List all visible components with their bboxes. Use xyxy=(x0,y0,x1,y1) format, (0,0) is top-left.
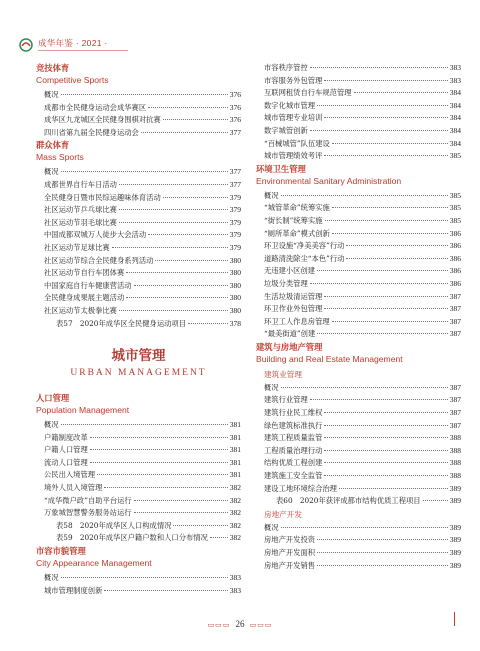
toc-entry[interactable] xyxy=(36,179,241,192)
leader-dots xyxy=(317,539,448,540)
entry-title: 建筑行业管理 xyxy=(264,395,308,405)
entry-title: 成都世界自行车日活动 xyxy=(44,179,117,189)
entry-title: 全民健身成果展主题活动 xyxy=(44,293,125,303)
toc-entry[interactable] xyxy=(36,255,241,268)
entry-page: 379 xyxy=(229,230,241,240)
entry-title: 城市管理制度创新 xyxy=(44,585,103,595)
toc-entry[interactable] xyxy=(256,394,461,407)
page-number: 26 xyxy=(235,619,245,629)
entry-title: 流动人口管理 xyxy=(44,457,88,467)
section-heading-zh: 人口管理 xyxy=(36,393,70,404)
toc-entry[interactable] xyxy=(256,75,461,88)
entry-title: 环卫设施“净美美容”行动 xyxy=(264,241,345,251)
entry-title: 表60 2020年获评成都市结构优质工程项目 xyxy=(276,496,421,506)
leader-dots xyxy=(188,323,228,324)
entry-page: 388 xyxy=(449,433,461,443)
entry-title: 成华区九龙城区全民健身围棋对抗赛 xyxy=(44,115,161,125)
entry-page: 381 xyxy=(229,432,241,442)
entry-page: 379 xyxy=(229,192,241,202)
entry-page: 387 xyxy=(449,382,461,392)
entry-page: 385 xyxy=(449,190,461,200)
entry-title: “城管革命”统筹实施 xyxy=(264,203,330,213)
toc-entry[interactable] xyxy=(256,470,461,483)
entry-title: “成华微户政”自助平台运行 xyxy=(44,495,132,505)
toc-entry[interactable] xyxy=(36,432,241,445)
toc-entry[interactable] xyxy=(256,265,461,278)
part-heading-en: URBAN MANAGEMENT xyxy=(70,368,207,379)
entry-page: 386 xyxy=(449,228,461,238)
entry-page: 384 xyxy=(449,138,461,148)
leader-dots xyxy=(119,209,228,210)
entry-title: 房地产开发销售 xyxy=(264,560,316,570)
entry-page: 389 xyxy=(449,560,461,570)
entry-title: 户籍人口管理 xyxy=(44,445,88,455)
entry-page: 380 xyxy=(229,268,241,278)
entry-title: 户籍制度改革 xyxy=(44,432,88,442)
toc-entry[interactable] xyxy=(256,125,461,138)
footer-ornament-left: ▭▭▭ xyxy=(207,621,231,629)
section-heading-en: Competitive Sports xyxy=(36,75,109,85)
entry-title: 市容服务外包管理 xyxy=(264,75,323,85)
toc-entry[interactable] xyxy=(36,585,241,598)
leader-dots xyxy=(281,387,448,388)
entry-title: “最美街道”创建 xyxy=(264,329,316,339)
entry-page: 377 xyxy=(229,127,241,137)
toc-entry[interactable] xyxy=(36,267,241,280)
entry-page: 388 xyxy=(449,458,461,468)
leader-dots xyxy=(281,527,448,528)
entry-page: 389 xyxy=(449,483,461,493)
entry-page: 387 xyxy=(449,304,461,314)
toc-entry[interactable] xyxy=(256,407,461,420)
section-heading-en: Building and Real Estate Management xyxy=(256,353,403,364)
entry-title: 建筑行业民工维权 xyxy=(264,408,323,418)
entry-title: 概况 xyxy=(44,420,59,430)
section-heading-zh: 市容市貌管理 xyxy=(36,546,86,557)
entry-page: 384 xyxy=(449,100,461,110)
toc-entry[interactable] xyxy=(36,482,241,495)
toc-entry[interactable] xyxy=(36,114,241,127)
leader-dots xyxy=(324,450,447,451)
left-column xyxy=(36,62,241,597)
entry-title: 城市管理专业培训 xyxy=(264,113,323,123)
leader-dots xyxy=(354,92,448,93)
leader-dots xyxy=(346,258,447,259)
toc-entry[interactable] xyxy=(36,102,241,115)
section-heading-en: Population Management xyxy=(36,405,130,416)
entry-title: 表59 2020年成华区户籍户数和人口分布情况 xyxy=(56,533,208,543)
entry-page: 379 xyxy=(229,205,241,215)
entry-page: 386 xyxy=(449,253,461,263)
toc-entry[interactable] xyxy=(256,382,461,395)
leader-dots xyxy=(339,488,448,489)
toc-entry[interactable] xyxy=(256,303,461,316)
entry-page: 380 xyxy=(229,305,241,315)
entry-title: 绿色建筑标准执行 xyxy=(264,420,323,430)
toc-entry[interactable] xyxy=(256,534,461,547)
entry-title: 公民出入境管理 xyxy=(44,470,96,480)
leader-dots xyxy=(317,565,448,566)
entry-title: 社区运动节足球比赛 xyxy=(44,242,110,252)
toc-entry[interactable] xyxy=(36,469,241,482)
entry-page: 389 xyxy=(449,548,461,557)
toc-entry[interactable] xyxy=(36,305,241,318)
entry-title: 概况 xyxy=(264,522,279,532)
leader-dots xyxy=(423,500,448,501)
leader-dots xyxy=(90,449,228,450)
entry-title: 道路清洗除尘“本色”行动 xyxy=(264,253,345,263)
leader-dots xyxy=(163,119,228,120)
entry-page: 383 xyxy=(449,63,461,72)
toc-entry[interactable] xyxy=(36,242,241,255)
entry-title: 无违建小区创建 xyxy=(264,266,316,276)
entry-title: 工程质量治理行动 xyxy=(264,445,323,455)
leader-dots xyxy=(332,143,448,144)
entry-title: 结构优质工程创建 xyxy=(264,458,323,468)
entry-page: 381 xyxy=(229,420,241,430)
leader-dots xyxy=(163,197,228,198)
toc-entry[interactable] xyxy=(36,204,241,217)
entry-page: 384 xyxy=(449,113,461,123)
leader-dots xyxy=(324,475,447,476)
leader-dots xyxy=(90,462,228,463)
entry-title: 房地产开发投资 xyxy=(264,535,316,545)
toc-entry[interactable] xyxy=(256,228,461,241)
entry-title: 社区运动节太极拳比赛 xyxy=(44,305,117,315)
entry-title: 四川省第九届全民健身运动会 xyxy=(44,127,139,137)
toc-entry[interactable] xyxy=(36,280,241,293)
footer-marker xyxy=(454,612,456,626)
part-heading xyxy=(36,346,241,380)
leader-dots xyxy=(324,437,447,438)
footer-ornament-right: ▭▭▭ xyxy=(249,621,273,629)
entry-title: 成都市全民健身运动会成华赛区 xyxy=(44,102,147,112)
leader-dots xyxy=(325,220,448,221)
toc-entry[interactable] xyxy=(36,572,241,585)
leader-dots xyxy=(155,260,227,261)
leader-dots xyxy=(61,94,228,95)
section-heading-zh: 竞技体育 xyxy=(36,63,70,73)
entry-page: 379 xyxy=(229,217,241,227)
toc-entry[interactable] xyxy=(256,522,461,535)
leader-dots xyxy=(61,171,228,172)
entry-page: 382 xyxy=(229,508,241,518)
leader-dots xyxy=(324,412,447,413)
leader-dots xyxy=(119,222,228,223)
toc-table-entry[interactable] xyxy=(36,532,241,545)
toc-entry[interactable] xyxy=(256,240,461,253)
toc-entry[interactable] xyxy=(256,87,461,100)
entry-title: 建设工地环境综合治理 xyxy=(264,483,337,493)
leader-dots xyxy=(126,272,227,273)
entry-page: 384 xyxy=(449,125,461,135)
leader-dots xyxy=(104,487,227,488)
toc-entry[interactable] xyxy=(256,328,461,341)
entry-page: 387 xyxy=(449,329,461,339)
leader-dots xyxy=(281,195,448,196)
leader-dots xyxy=(324,462,447,463)
leader-dots xyxy=(119,184,228,185)
toc-table-entry[interactable] xyxy=(36,520,241,533)
leader-dots xyxy=(134,500,228,501)
entry-title: 环卫工人作息房管理 xyxy=(264,316,330,326)
toc-entry[interactable] xyxy=(256,547,461,560)
toc-entry[interactable] xyxy=(36,217,241,230)
yearbook-logo-icon xyxy=(18,38,34,52)
section-heading-zh: 群众体育 xyxy=(36,140,70,151)
toc-entry[interactable] xyxy=(256,150,461,163)
leader-dots xyxy=(324,425,447,426)
toc-table-entry[interactable] xyxy=(256,495,461,508)
leader-dots xyxy=(324,155,447,156)
entry-title: 环卫作业外包管理 xyxy=(264,304,323,314)
entry-title: 概况 xyxy=(44,167,59,177)
entry-page: 385 xyxy=(449,215,461,225)
entry-page: 386 xyxy=(449,266,461,276)
toc-entry[interactable] xyxy=(256,291,461,304)
entry-title: 社区运动节综合全民健身系列活动 xyxy=(44,255,154,265)
toc-entry[interactable] xyxy=(256,190,461,203)
entry-title: 垃圾分类管理 xyxy=(264,278,308,288)
entry-title: 社区运动节羽毛球比赛 xyxy=(44,217,117,227)
toc-entry[interactable] xyxy=(256,445,461,458)
page-header xyxy=(0,0,480,48)
toc-entry[interactable] xyxy=(256,278,461,291)
toc-entry[interactable] xyxy=(36,292,241,305)
entry-page: 376 xyxy=(229,102,241,112)
subsection-heading: 房地产开发 xyxy=(264,509,302,519)
leader-dots xyxy=(324,296,447,297)
leader-dots xyxy=(324,80,447,81)
entry-page: 387 xyxy=(449,291,461,301)
leader-dots xyxy=(317,270,448,271)
section-heading-en: Environmental Sanitary Administration xyxy=(256,175,402,186)
toc-entry[interactable] xyxy=(256,253,461,266)
entry-page: 387 xyxy=(449,420,461,430)
entry-title: 互联网租赁自行车规范管理 xyxy=(264,88,352,98)
toc-entry[interactable] xyxy=(256,112,461,125)
entry-title: 生活垃圾清运管理 xyxy=(264,291,323,301)
leader-dots xyxy=(332,233,448,234)
toc-entry[interactable] xyxy=(256,215,461,228)
leader-dots xyxy=(310,67,448,68)
toc-entry[interactable] xyxy=(256,432,461,445)
leader-dots xyxy=(119,310,228,311)
entry-page: 378 xyxy=(229,318,241,328)
part-heading-zh: 城市管理 xyxy=(111,348,166,365)
toc-entry[interactable] xyxy=(256,138,461,151)
toc-entry[interactable] xyxy=(36,229,241,242)
leader-dots xyxy=(346,245,447,246)
leader-dots xyxy=(310,399,448,400)
leader-dots xyxy=(61,424,228,425)
leader-dots xyxy=(324,308,447,309)
entry-title: 表57 2020年成华区全民健身运动项目 xyxy=(56,318,187,328)
entry-title: 概况 xyxy=(264,190,279,200)
leader-dots xyxy=(310,283,448,284)
entry-page: 381 xyxy=(229,470,241,480)
entry-page: 376 xyxy=(229,90,241,99)
header-rule xyxy=(38,50,128,51)
entry-title: “厕所革命”模式创新 xyxy=(264,228,330,238)
leader-dots xyxy=(134,285,228,286)
toc-entry[interactable] xyxy=(256,483,461,496)
entry-page: 380 xyxy=(229,255,241,265)
entry-page: 385 xyxy=(449,203,461,213)
entry-title: 万象城智慧警务服务站运行 xyxy=(44,508,132,518)
entry-title: 社区运动节自行车团体赛 xyxy=(44,268,125,278)
leader-dots xyxy=(97,474,228,475)
leader-dots xyxy=(317,333,448,334)
section-heading-zh: 环境卫生管理 xyxy=(256,163,306,174)
entry-title: 全民健身日暨市民综运趣味体育活动 xyxy=(44,192,161,202)
entry-page: 381 xyxy=(229,445,241,455)
page-footer xyxy=(0,612,480,631)
entry-page: 382 xyxy=(229,520,241,530)
toc-entry[interactable] xyxy=(256,560,461,573)
entry-page: 377 xyxy=(229,167,241,177)
toc-entry[interactable] xyxy=(256,202,461,215)
toc-entry[interactable] xyxy=(256,62,461,75)
leader-dots xyxy=(134,512,228,513)
entry-page: 389 xyxy=(449,535,461,545)
entry-page: 376 xyxy=(229,115,241,125)
entry-title: 中国家庭自行车健康营活动 xyxy=(44,280,132,290)
yearbook-title: 成华年鉴 · 2021 · xyxy=(38,38,108,48)
leader-dots xyxy=(148,234,228,235)
leader-dots xyxy=(104,590,227,591)
entry-title: 建筑施工安全监管 xyxy=(264,471,323,481)
entry-page: 389 xyxy=(449,496,461,506)
toc-entry[interactable] xyxy=(256,316,461,329)
entry-title: 城市管理绩效考评 xyxy=(264,151,323,161)
entry-page: 386 xyxy=(449,241,461,251)
entry-page: 385 xyxy=(449,151,461,161)
leader-dots xyxy=(61,577,228,578)
toc-entry[interactable] xyxy=(36,166,241,179)
leader-dots xyxy=(317,105,448,106)
entry-title: 概况 xyxy=(44,90,59,99)
toc-entry[interactable] xyxy=(36,192,241,205)
entry-page: 382 xyxy=(229,495,241,505)
leader-dots xyxy=(90,437,228,438)
leader-dots xyxy=(112,247,228,248)
leader-dots xyxy=(332,321,448,322)
leader-dots xyxy=(310,130,448,131)
toc-entry[interactable] xyxy=(36,457,241,470)
toc-entry[interactable] xyxy=(36,89,241,102)
subsection-heading: 建筑业管理 xyxy=(264,369,302,379)
leader-dots xyxy=(173,525,227,526)
toc-entry[interactable] xyxy=(36,495,241,508)
toc-table-entry[interactable] xyxy=(36,318,241,331)
entry-page: 387 xyxy=(449,316,461,326)
entry-page: 383 xyxy=(229,585,241,595)
entry-page: 381 xyxy=(229,457,241,467)
entry-page: 384 xyxy=(449,88,461,98)
entry-page: 383 xyxy=(229,573,241,583)
toc-entry[interactable] xyxy=(256,457,461,470)
section-heading-zh: 建筑与房地产管理 xyxy=(256,341,323,352)
entry-title: “街长制”统筹实施 xyxy=(264,215,323,225)
entry-page: 386 xyxy=(449,278,461,288)
leader-dots xyxy=(332,207,448,208)
toc-entry[interactable] xyxy=(36,127,241,140)
entry-page: 380 xyxy=(229,293,241,303)
entry-title: 概况 xyxy=(264,382,279,392)
toc-entry[interactable] xyxy=(256,100,461,113)
entry-page: 382 xyxy=(229,483,241,493)
entry-page: 389 xyxy=(449,522,461,532)
toc-entry[interactable] xyxy=(36,444,241,457)
entry-title: 社区运动节乒乓球比赛 xyxy=(44,205,117,215)
entry-page: 387 xyxy=(449,408,461,418)
entry-title: 数字化城市管理 xyxy=(264,100,316,110)
entry-page: 388 xyxy=(449,471,461,481)
entry-title: 市容秩序管控 xyxy=(264,63,308,72)
entry-title: 房地产开发面积 xyxy=(264,548,316,557)
entry-page: 380 xyxy=(229,280,241,290)
entry-title: 概况 xyxy=(44,573,59,583)
toc-entry[interactable] xyxy=(256,420,461,433)
toc-entry[interactable] xyxy=(36,507,241,520)
leader-dots xyxy=(324,117,447,118)
entry-title: 中国成都双城万人徒步大会活动 xyxy=(44,230,147,240)
section-heading-en: Mass Sports xyxy=(36,152,84,163)
leader-dots xyxy=(317,552,448,553)
leader-dots xyxy=(148,107,228,108)
entry-page: 382 xyxy=(229,533,241,543)
entry-title: “百械城管”队伍建设 xyxy=(264,138,330,148)
entry-page: 377 xyxy=(229,179,241,189)
toc-entry[interactable] xyxy=(36,419,241,432)
entry-page: 379 xyxy=(229,242,241,252)
leader-dots xyxy=(126,297,227,298)
entry-page: 388 xyxy=(449,445,461,455)
leader-dots xyxy=(141,132,228,133)
entry-title: 境外人员入境管理 xyxy=(44,483,103,493)
entry-title: 数字城管创新 xyxy=(264,125,308,135)
entry-title: 表58 2020年成华区人口构成情况 xyxy=(56,520,172,530)
entry-title: 建筑工程质量监管 xyxy=(264,433,323,443)
leader-dots xyxy=(210,537,228,538)
section-heading-en: City Appearance Management xyxy=(36,558,152,569)
right-column xyxy=(256,62,461,572)
entry-page: 383 xyxy=(449,75,461,85)
entry-page: 387 xyxy=(449,395,461,405)
